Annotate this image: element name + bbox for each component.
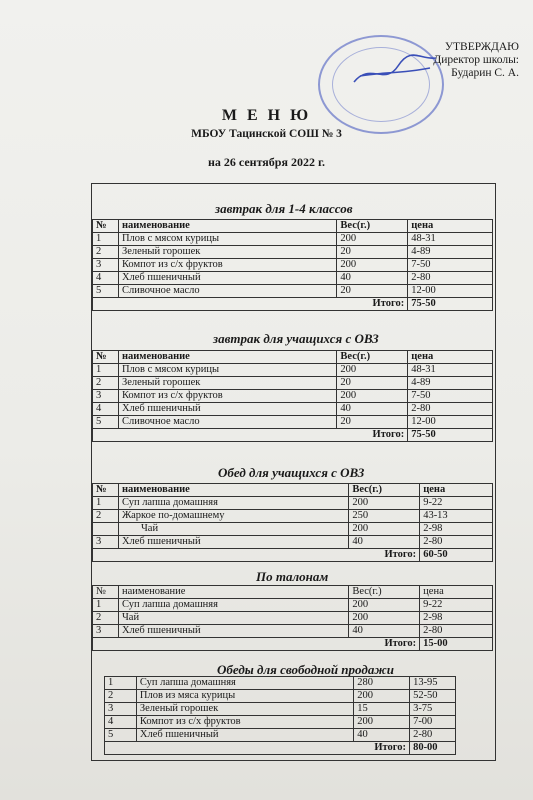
table-row	[105, 690, 456, 703]
menu-table	[92, 219, 493, 311]
dish-price: 4-89	[408, 246, 493, 259]
section-title: завтрак для 1-4 классов	[215, 201, 353, 216]
table-row	[93, 272, 493, 285]
row-number: 2	[93, 246, 119, 259]
dish-weight: 40	[349, 625, 420, 638]
dish-price: 2-80	[420, 536, 493, 549]
table-row	[105, 677, 456, 690]
row-number: 4	[93, 272, 119, 285]
menu-date: на 26 сентября 2022 г.	[207, 155, 326, 169]
table-row	[93, 510, 493, 523]
dish-weight: 20	[337, 416, 408, 429]
dish-price: 48-31	[408, 233, 493, 246]
row-number: 3	[93, 536, 119, 549]
row-number	[93, 523, 119, 536]
dish-weight: 40	[337, 272, 408, 285]
dish-weight: 40	[349, 536, 420, 549]
row-number: 2	[93, 510, 119, 523]
dish-price: 9-22	[420, 497, 493, 510]
row-number: 3	[93, 625, 119, 638]
dish-weight: 200	[349, 612, 420, 625]
row-number: 1	[105, 677, 137, 690]
total-label: Итого:	[93, 298, 408, 311]
total-row	[93, 298, 493, 311]
column-header: цена	[420, 586, 493, 599]
table-row	[93, 416, 493, 429]
table-row	[93, 625, 493, 638]
column-header: наименование	[118, 586, 348, 599]
dish-name: Компот из с/х фруктов	[118, 259, 336, 272]
dish-price: 2-80	[408, 403, 493, 416]
table-header-row	[93, 586, 493, 599]
table-header-row	[93, 484, 493, 497]
dish-weight: 200	[337, 259, 408, 272]
dish-name: Компот из с/х фруктов	[136, 716, 353, 729]
table-row	[93, 403, 493, 416]
dish-name: Жаркое по-домашнему	[118, 510, 348, 523]
dish-weight: 40	[337, 403, 408, 416]
table-row	[93, 233, 493, 246]
dish-name: Компот из с/х фруктов	[118, 390, 336, 403]
row-number: 1	[93, 233, 119, 246]
dish-name: Суп лапша домашняя	[136, 677, 353, 690]
dish-name: Плов с мясом курицы	[118, 233, 336, 246]
row-number: 5	[105, 729, 137, 742]
dish-price: 48-31	[408, 364, 493, 377]
total-row	[105, 742, 456, 755]
dish-weight: 20	[337, 377, 408, 390]
dish-price: 2-98	[420, 523, 493, 536]
table-row	[105, 729, 456, 742]
dish-name: Зеленый горошек	[118, 377, 336, 390]
dish-name: Зеленый горошек	[118, 246, 336, 259]
total-row	[93, 638, 493, 651]
column-header: №	[93, 220, 119, 233]
total-value: 15-00	[420, 638, 493, 651]
section-title: Обед для учащихся с ОВЗ	[218, 465, 365, 480]
section-title: завтрак для учащихся с ОВЗ	[213, 331, 379, 346]
table-row	[93, 536, 493, 549]
table-header-row	[93, 351, 493, 364]
dish-weight: 200	[337, 364, 408, 377]
dish-weight: 20	[337, 285, 408, 298]
dish-name: Чай	[118, 612, 348, 625]
table-header-row	[93, 220, 493, 233]
dish-price: 13-95	[410, 677, 456, 690]
table-row	[105, 716, 456, 729]
total-label: Итого:	[93, 549, 420, 562]
school-name: МБОУ Тацинской СОШ № 3	[191, 128, 342, 140]
table-row	[93, 612, 493, 625]
dish-name: Зеленый горошек	[136, 703, 353, 716]
dish-price: 12-00	[408, 285, 493, 298]
dish-name: Сливочное масло	[118, 416, 336, 429]
row-number: 1	[93, 497, 119, 510]
row-number: 1	[93, 599, 119, 612]
dish-weight: 40	[354, 729, 410, 742]
director-signature	[350, 52, 440, 92]
dish-name: Плов из мяса курицы	[136, 690, 353, 703]
menu-table	[92, 350, 493, 442]
row-number: 2	[93, 612, 119, 625]
table-row	[93, 523, 493, 536]
row-number: 3	[105, 703, 137, 716]
dish-weight: 200	[349, 497, 420, 510]
dish-weight: 200	[354, 690, 410, 703]
table-row	[105, 703, 456, 716]
total-value: 60-50	[420, 549, 493, 562]
column-header: Вес(г.)	[349, 484, 420, 497]
dish-price: 12-00	[408, 416, 493, 429]
row-number: 4	[93, 403, 119, 416]
menu-table	[92, 585, 493, 651]
total-label: Итого:	[105, 742, 410, 755]
dish-name: Суп лапша домашняя	[118, 497, 348, 510]
column-header: Вес(г.)	[337, 220, 408, 233]
total-value: 75-50	[408, 429, 493, 442]
column-header: №	[93, 586, 119, 599]
total-row	[93, 549, 493, 562]
table-row	[93, 259, 493, 272]
dish-price: 2-80	[420, 625, 493, 638]
dish-name: Сливочное масло	[118, 285, 336, 298]
total-row	[93, 429, 493, 442]
dish-price: 2-98	[420, 612, 493, 625]
total-value: 75-50	[408, 298, 493, 311]
row-number: 5	[93, 416, 119, 429]
column-header: Вес(г.)	[349, 586, 420, 599]
column-header: №	[93, 484, 119, 497]
section-title: Обеды для свободной продажи	[217, 662, 394, 677]
dish-name: Хлеб пшеничный	[118, 625, 348, 638]
total-label: Итого:	[93, 638, 420, 651]
table-row	[93, 390, 493, 403]
dish-price: 2-80	[408, 272, 493, 285]
column-header: цена	[408, 220, 493, 233]
dish-name: Чай	[118, 523, 348, 536]
dish-name: Хлеб пшеничный	[118, 272, 336, 285]
approval-name: Бударин С. А.	[451, 67, 519, 79]
menu-table	[92, 483, 493, 562]
dish-weight: 15	[354, 703, 410, 716]
dish-weight: 280	[354, 677, 410, 690]
row-number: 3	[93, 259, 119, 272]
dish-weight: 250	[349, 510, 420, 523]
dish-name: Суп лапша домашняя	[118, 599, 348, 612]
column-header: наименование	[118, 484, 348, 497]
dish-price: 52-50	[410, 690, 456, 703]
approval-position: Директор школы:	[433, 54, 519, 66]
dish-weight: 20	[337, 246, 408, 259]
dish-price: 9-22	[420, 599, 493, 612]
table-row	[93, 599, 493, 612]
section-title: По талонам	[256, 569, 329, 584]
column-header: наименование	[118, 351, 336, 364]
column-header: Вес(г.)	[337, 351, 408, 364]
column-header: наименование	[118, 220, 336, 233]
dish-price: 7-00	[410, 716, 456, 729]
dish-price: 43-13	[420, 510, 493, 523]
dish-weight: 200	[337, 390, 408, 403]
dish-name: Хлеб пшеничный	[136, 729, 353, 742]
row-number: 5	[93, 285, 119, 298]
dish-weight: 200	[349, 523, 420, 536]
table-row	[93, 377, 493, 390]
total-label: Итого:	[93, 429, 408, 442]
table-row	[93, 246, 493, 259]
dish-price: 3-75	[410, 703, 456, 716]
menu-title: М Е Н Ю	[221, 107, 312, 124]
dish-price: 4-89	[408, 377, 493, 390]
dish-name: Хлеб пшеничный	[118, 536, 348, 549]
menu-table	[104, 676, 456, 755]
dish-price: 7-50	[408, 390, 493, 403]
row-number: 2	[105, 690, 137, 703]
dish-weight: 200	[349, 599, 420, 612]
row-number: 3	[93, 390, 119, 403]
row-number: 2	[93, 377, 119, 390]
row-number: 1	[93, 364, 119, 377]
table-row	[93, 285, 493, 298]
dish-weight: 200	[337, 233, 408, 246]
column-header: цена	[408, 351, 493, 364]
approval-block	[433, 41, 519, 80]
dish-price: 7-50	[408, 259, 493, 272]
column-header: цена	[420, 484, 493, 497]
dish-name: Плов с мясом курицы	[118, 364, 336, 377]
table-row	[93, 497, 493, 510]
approval-heading: УТВЕРЖДАЮ	[444, 41, 519, 53]
total-value: 80-00	[410, 742, 456, 755]
dish-weight: 200	[354, 716, 410, 729]
row-number: 4	[105, 716, 137, 729]
dish-name: Хлеб пшеничный	[118, 403, 336, 416]
table-row	[93, 364, 493, 377]
dish-price: 2-80	[410, 729, 456, 742]
column-header: №	[93, 351, 119, 364]
